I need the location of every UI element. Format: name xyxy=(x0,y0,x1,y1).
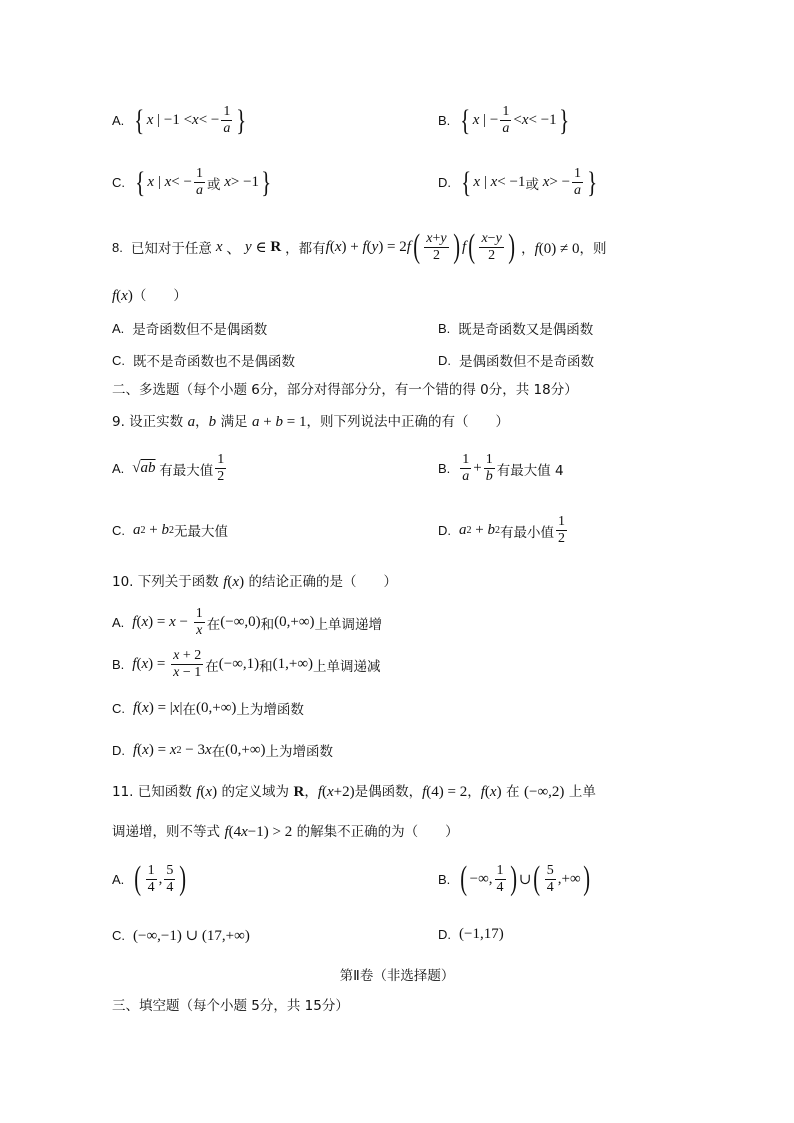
option-label: C. xyxy=(112,175,125,190)
option-label: B. xyxy=(438,871,451,887)
option-math: { x | −1 < x < − $\frac{1}{a}$ } xyxy=(134,103,247,137)
q8-option-c[interactable] xyxy=(112,350,295,370)
option-math: { x | x < − $\frac{1}{a}$ 或 x > −1 } xyxy=(135,165,272,199)
q8-stem xyxy=(112,230,607,264)
stem-condition: ， f (0) ≠ 0，则 xyxy=(521,240,607,257)
option-label: A. xyxy=(112,320,125,336)
option-label: C. xyxy=(112,928,125,943)
q8-option-b[interactable] xyxy=(438,318,593,338)
option-label: C. xyxy=(112,352,125,368)
option-math: f ( x ) = x − $\frac{1}{x}$ xyxy=(132,606,203,638)
option-text: 既不是奇函数也不是偶函数 xyxy=(133,354,295,370)
option-text: 有最大值 4 xyxy=(496,462,564,479)
option-label: A. xyxy=(112,615,125,630)
option-label: C. xyxy=(112,700,125,716)
option-label: B. xyxy=(438,461,451,476)
option-math: { x | − $\frac{1}{a}$ < x < −1 } xyxy=(460,103,569,137)
q7-option-a[interactable] xyxy=(112,104,249,137)
option-math: a 2 + b 2 xyxy=(133,521,174,538)
q11-option-a[interactable] xyxy=(112,862,189,896)
section-header-fill-in: 三、填空题（每个小题 5分，共 15分） xyxy=(112,998,349,1014)
option-label: B. xyxy=(438,113,451,128)
option-math: ( $\frac{1}{4}$ , $\frac{5}{4}$ ) xyxy=(134,860,187,897)
q9-option-c[interactable] xyxy=(112,520,228,540)
option-math: { x | x < −1 或 x > − $\frac{1}{a}$ } xyxy=(461,165,598,199)
q10-option-a[interactable]: A. f ( x ) = x − $\frac{1}{x}$ 在 (−∞,0) 和 (0,+∞) 上单调递增 xyxy=(112,606,383,638)
option-label: D. xyxy=(112,742,125,758)
option-label: A. xyxy=(112,871,125,887)
option-label: B. xyxy=(112,657,125,672)
q10-option-b[interactable]: B. f ( x ) = $\frac{x + 2}{x - 1}$ 在 (−∞,1) 和 (1,+∞) 上单调递减 xyxy=(112,648,381,680)
option-text: 既是奇函数又是偶函数 xyxy=(458,322,594,338)
option-math: f ( x ) = $\frac{x + 2}{x - 1}$ xyxy=(132,648,202,680)
option-math: (−∞,−1) ∪ (17,+∞) xyxy=(133,928,250,944)
option-label: D. xyxy=(438,523,451,538)
q10-stem: 10. 下列关于函数 f ( x ) 的结论正确的是（ ） xyxy=(112,574,398,590)
option-text: 是奇函数但不是偶函数 xyxy=(132,322,268,338)
option-label: A. xyxy=(112,461,125,476)
option-label: C. xyxy=(112,522,125,538)
q10-option-d[interactable]: D. f ( x ) = x 2 − 3 x 在 (0,+∞) 上为增函数 xyxy=(112,741,334,760)
question-number: 8. xyxy=(112,239,123,255)
stem-vars: x 、 y ∈ R xyxy=(215,238,282,257)
option-math: f ( x ) = | x | xyxy=(133,699,183,716)
q8-option-d[interactable] xyxy=(438,350,594,370)
q7-option-c[interactable] xyxy=(112,166,273,199)
option-label: A. xyxy=(112,113,125,128)
q9-option-b[interactable] xyxy=(438,452,564,485)
q10-option-c[interactable]: C. f ( x ) = | x | 在 (0,+∞) 上为增函数 xyxy=(112,699,304,718)
option-text: 有最小值 xyxy=(499,524,554,541)
q8-option-a[interactable] xyxy=(112,318,267,338)
option-text: 是偶函数但不是奇函数 xyxy=(459,354,594,370)
option-math: f ( x ) = x 2 − 3 x xyxy=(133,741,212,758)
section-header-multiple-choice: 二、多选题（每个小题 6分，部分对得部分分，有一个错的得 0分，共 18分） xyxy=(112,382,578,398)
part-two-title: 第Ⅱ卷（非选择题） xyxy=(339,968,455,984)
option-label: D. xyxy=(438,927,451,942)
option-math: (−1,17) xyxy=(459,926,504,942)
option-math: $\frac{1}{a}$ + $\frac{1}{b}$ xyxy=(462,452,493,484)
stem-equation: f ( x ) + f ( y ) = 2 f ( $\frac{x+y}{2}$ ) f ( $\frac{x-y}{2}$ ) xyxy=(325,228,515,265)
q7-option-d[interactable] xyxy=(438,166,599,199)
q11-stem-line1: 11. 已知函数 f ( x ) 的定义域为 R ， f ( x +2)是偶函数， f (4) = 2， f ( x ) 在 (−∞,2) 上单 xyxy=(112,784,596,800)
option-math: ( −∞, $\frac{1}{4}$ ) ∪ ( $\frac{5}{4}$ ,+∞ ) xyxy=(460,860,590,897)
q9-stem: 9. 设正实数 a ， b 满足 a + b = 1，则下列说法中正确的有（ ） xyxy=(112,414,509,430)
stem-text-mid: ，都有 xyxy=(285,241,326,257)
option-label: D. xyxy=(438,175,451,190)
q7-option-b[interactable] xyxy=(438,104,571,137)
q11-option-d[interactable] xyxy=(438,926,504,943)
q11-option-b[interactable] xyxy=(438,862,592,896)
option-label: B. xyxy=(438,320,451,336)
option-label: D. xyxy=(438,352,451,368)
option-math: √ ab xyxy=(132,460,156,476)
q9-option-d[interactable]: D. a 2 + b 2 有最小值 $\frac{1}{2}$ xyxy=(438,514,565,546)
option-text: 无最大值 xyxy=(173,524,228,540)
q8-stem-line2: f ( x )（ ） xyxy=(112,288,187,304)
option-text: 有最大值 xyxy=(159,462,214,479)
option-math: a 2 + b 2 xyxy=(459,522,500,538)
q9-option-a[interactable]: A. √ ab 有最大值 $\frac{1}{2}$ xyxy=(112,452,225,484)
stem-text: 已知对于任意 xyxy=(130,241,212,257)
q11-stem-line2: 调递增，则不等式 f (4 x −1) > 2 的解集不正确的为（ ） xyxy=(112,824,459,840)
q11-option-c[interactable] xyxy=(112,926,250,945)
